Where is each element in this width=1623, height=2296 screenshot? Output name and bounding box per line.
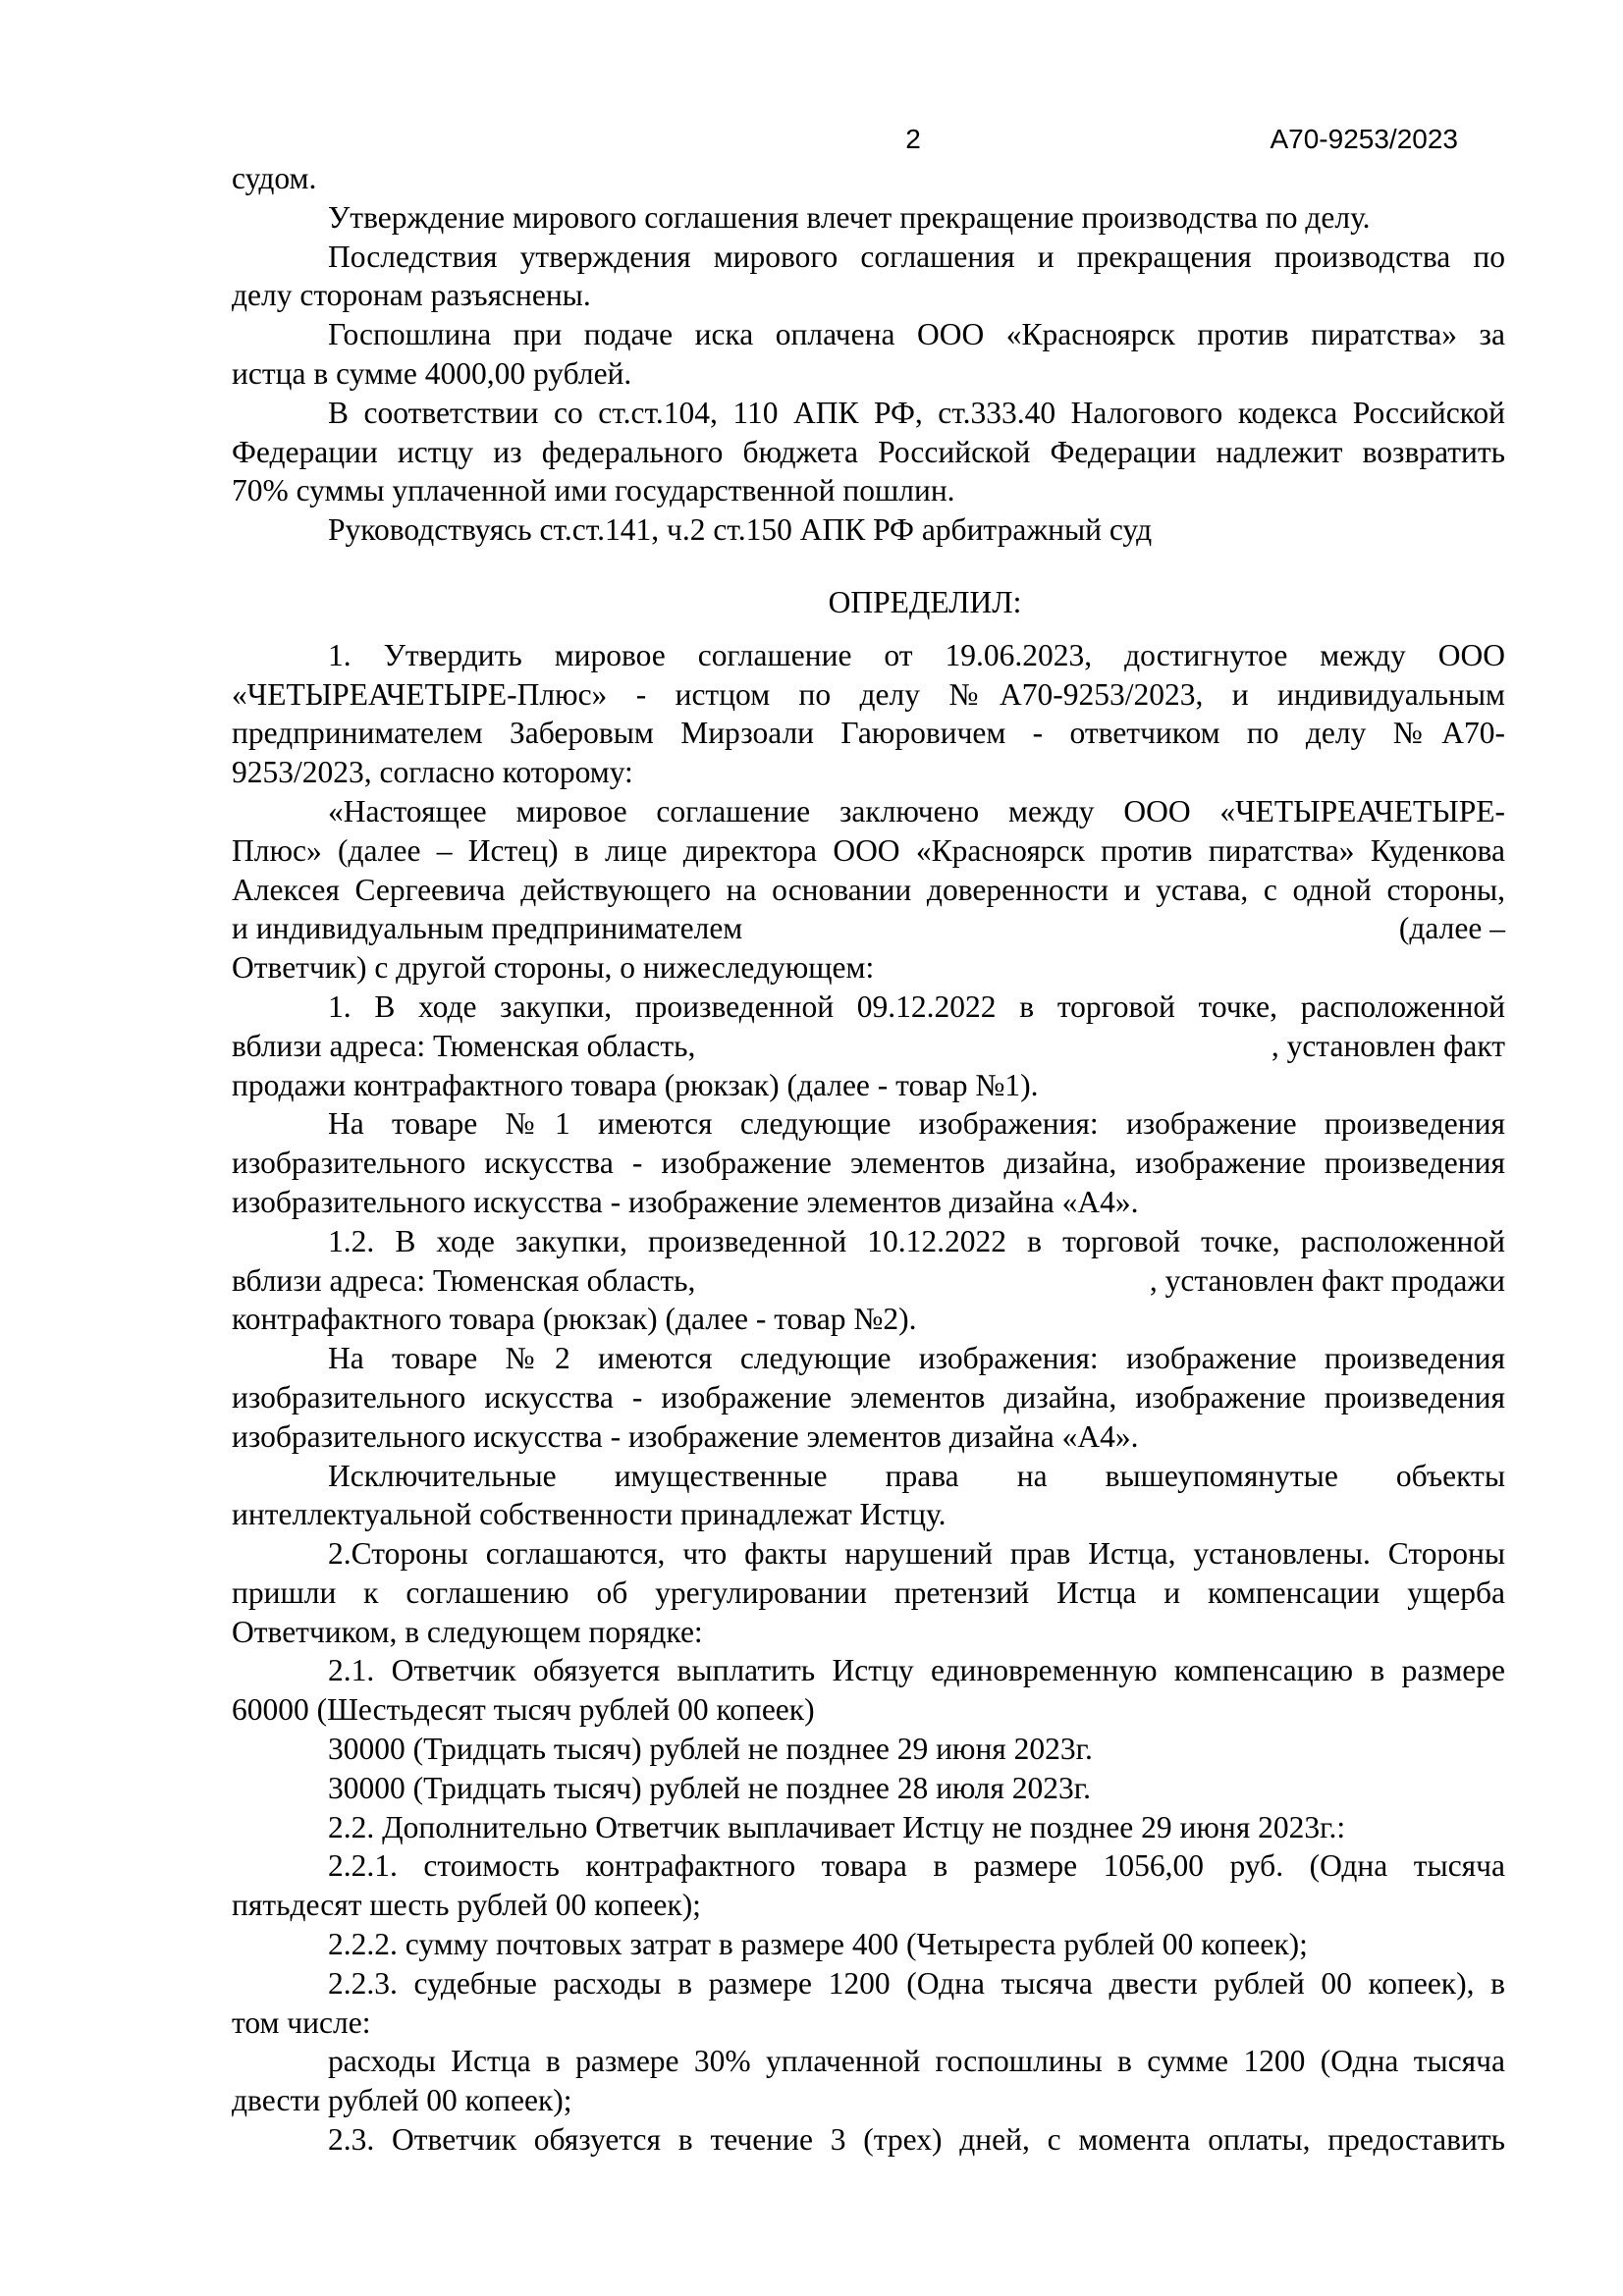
text-line: 1. В ходе закупки, произведенной 09.12.2022 в торговой точке, расположенной — [328, 988, 1505, 1024]
text-line: 1. Утвердить мировое соглашение от 19.06.2023, достигнутое между ООО — [328, 637, 1505, 672]
paragraph — [232, 1339, 1505, 1456]
text-line — [232, 1027, 1505, 1066]
text-line: На товаре №2 имеются следующие изображения: изображение произведения — [328, 1341, 1505, 1376]
paragraph — [232, 315, 1505, 394]
text-line: изобразительного искусства - изображение элементов дизайна, изображение произведения — [232, 1146, 1505, 1181]
case-number: А70-9253/2023 — [1270, 124, 1458, 154]
paragraph — [232, 238, 1505, 316]
paragraph — [232, 636, 1505, 792]
paragraph — [232, 1222, 1505, 1339]
text-line: В соответствии со ст.ст.104, 110 АПК РФ, ст.333.40 Налогового кодекса Российской — [328, 395, 1505, 430]
text-line: 2.3. Ответчик обязуется в течение 3 (трех) дней, с момента оплаты, предоставить — [328, 2122, 1505, 2158]
text-line: 2.2.1. стоимость контрафактного товара в размере 1056,00 руб. (Одна тысяча — [328, 1848, 1505, 1884]
paragraph — [232, 1104, 1505, 1221]
text-line: Госпошлина при подаче иска оплачена ООО «Красноярск против пиратства» за — [328, 317, 1505, 352]
text-segment: вблизи адреса: Тюменская область, — [232, 1028, 696, 1063]
paragraph — [232, 1846, 1505, 1925]
text-line: 1.2. В ходе закупки, произведенной 10.12.2022 в торговой точке, расположенной — [328, 1223, 1505, 1258]
text-line: Федерации истцу из федерального бюджета Российской Федерации надлежит возвратить — [232, 434, 1505, 469]
text-line: Руководствуясь ст.ст.141, ч.2 ст.150 АПК РФ арбитражный суд — [328, 512, 1153, 548]
text-segment: и индивидуальным предпринимателем — [232, 911, 743, 946]
text-line: Утверждение мирового соглашения влечет прекращение производства по делу. — [328, 199, 1371, 235]
paragraph — [232, 1925, 1505, 1964]
text-line: 9253/2023, согласно которому: — [232, 755, 633, 790]
text-segment: (далее – — [1398, 911, 1505, 946]
text-line: Ответчик) с другой стороны, о нижеследующем: — [232, 950, 875, 986]
paragraph — [232, 1730, 1505, 1769]
paragraph — [232, 198, 1505, 238]
text-line: изобразительного искусства - изображение элементов дизайна «А4». — [232, 1184, 1139, 1219]
paragraph — [232, 1964, 1505, 2043]
text-line: 70% суммы уплаченной ими государственной пошлин. — [232, 473, 955, 508]
text-line: контрафактного товара (рюкзак) (далее - товар №2). — [232, 1302, 917, 1337]
page-header — [232, 120, 1505, 159]
text-line: 2.2.2. сумму почтовых затрат в размере 400 (Четыреста рублей 00 копеек); — [328, 1927, 1308, 1962]
text-line: 2.2. Дополнительно Ответчик выплачивает Истцу не позднее 29 июня 2023г.: — [328, 1809, 1346, 1844]
text-line: пятьдесят шесть рублей 00 копеек); — [232, 1888, 701, 1923]
text-line: 2.2.3. судебные расходы в размере 1200 (Одна тысяча двести рублей 00 копеек), в — [328, 1965, 1505, 2001]
text-line: делу сторонам разъяснены. — [232, 278, 591, 313]
text-line: «ЧЕТЫРЕАЧЕТЫРЕ-Плюс» - истцом по делу №А70-9253/2023, и индивидуальным — [232, 676, 1505, 712]
paragraph — [232, 394, 1505, 510]
text-line: 30000 (Тридцать тысяч) рублей не позднее 28 июля 2023г. — [328, 1770, 1091, 1805]
text-line: том числе: — [232, 2004, 371, 2040]
text-line: пришли к соглашению об урегулировании претензий Истца и компенсации ущерба — [232, 1575, 1505, 1610]
paragraph — [232, 2042, 1505, 2120]
text-line — [232, 1261, 1505, 1301]
paragraph — [232, 1534, 1505, 1651]
paragraph — [232, 2120, 1505, 2160]
text-line: продажи контрафактного товара (рюкзак) (далее - товар №1). — [232, 1067, 1039, 1102]
text-line: На товаре №1 имеются следующие изображения: изображение произведения — [328, 1106, 1505, 1142]
text-line: «Настоящее мировое соглашение заключено между ООО «ЧЕТЫРЕАЧЕТЫРЕ- — [328, 793, 1505, 828]
text-line: 2.1. Ответчик обязуется выплатить Истцу единовременную компенсацию в размере — [328, 1653, 1505, 1688]
text-line: изобразительного искусства - изображение элементов дизайна «А4». — [232, 1418, 1139, 1454]
text-line: судом. — [232, 161, 317, 195]
text-line: Ответчиком, в следующем порядке: — [232, 1614, 703, 1649]
text-line: истца в сумме 4000,00 рублей. — [232, 355, 632, 391]
text-line: Последствия утверждения мирового соглашения и прекращения производства по — [328, 239, 1505, 274]
paragraph — [232, 510, 1505, 550]
paragraph — [232, 988, 1505, 1104]
text-line: интеллектуальной собственности принадлежат Истцу. — [232, 1497, 947, 1532]
text-line: 60000 (Шестьдесят тысяч рублей 00 копеек) — [232, 1692, 815, 1728]
paragraph — [232, 1769, 1505, 1808]
paragraph — [232, 1651, 1505, 1730]
text-segment: вблизи адреса: Тюменская область, — [232, 1262, 696, 1298]
paragraph — [232, 1457, 1505, 1535]
text-segment: , установлен факт — [1271, 1028, 1505, 1063]
text-line: расходы Истца в размере 30% уплаченной госпошлины в сумме 1200 (Одна тысяча — [328, 2044, 1505, 2079]
document-body — [232, 159, 1505, 2160]
text-line: Алексея Сергеевича действующего на основании доверенности и устава, с одной стороны, — [232, 872, 1505, 907]
text-line — [232, 909, 1505, 948]
text-line: 30000 (Тридцать тысяч) рублей не позднее 29 июня 2023г. — [328, 1732, 1093, 1767]
text-line: двести рублей 00 копеек); — [232, 2083, 572, 2118]
text-line: изобразительного искусства - изображение элементов дизайна, изображение произведения — [232, 1379, 1505, 1415]
text-line: Плюс» (далее – Истец) в лице директора ООО «Красноярск против пиратства» Куденкова — [232, 832, 1505, 868]
text-line: предпринимателем Заберовым Мирзоали Гаюровичем - ответчиком по делу №А70- — [232, 716, 1505, 751]
page-number: 2 — [905, 124, 921, 154]
section-heading: ОПРЕДЕЛИЛ: — [828, 584, 1022, 619]
text-line: 2.Стороны соглашаются, что факты нарушений прав Истца, установлены. Стороны — [328, 1536, 1505, 1572]
paragraph — [232, 792, 1505, 988]
text-line: Исключительные имущественные права на вышеупомянутые объекты — [328, 1458, 1505, 1493]
paragraph — [232, 1808, 1505, 1847]
paragraph — [232, 159, 1505, 198]
text-segment: , установлен факт продажи — [1149, 1262, 1505, 1298]
